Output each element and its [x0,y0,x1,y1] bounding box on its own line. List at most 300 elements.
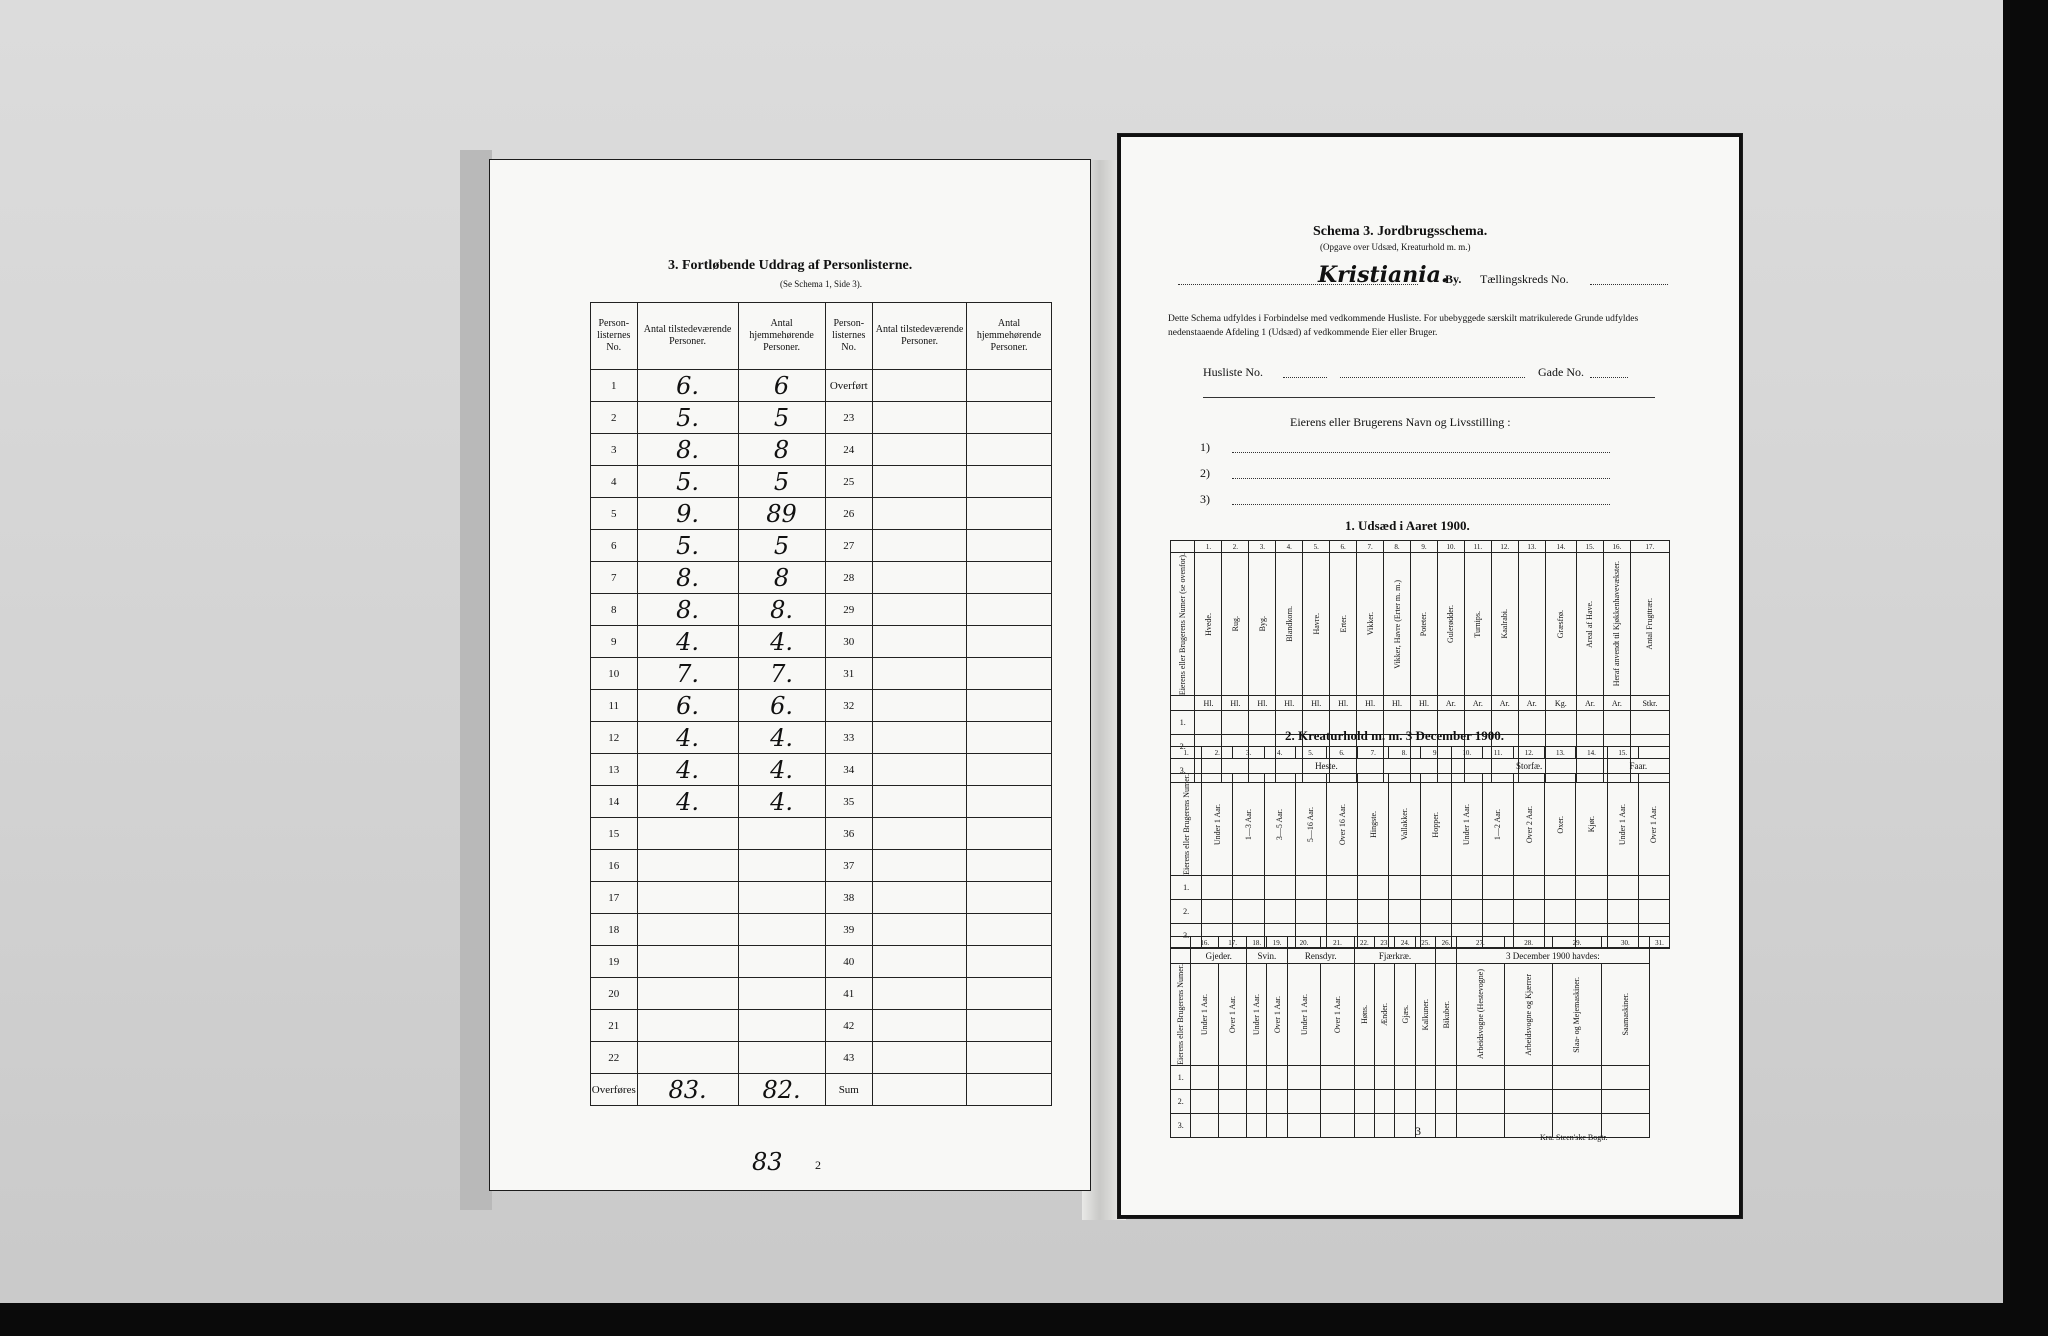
col-header [1464,553,1491,696]
col-header [1415,964,1435,1066]
col-number: 9. [1420,747,1451,759]
group-header: Svin. [1247,949,1288,964]
home-count-value: 8 [773,435,790,464]
row-number-2-value: 33 [843,731,855,744]
table-row [1171,1065,1670,1089]
left-page-number: 2 [815,1158,821,1172]
table-row [591,434,1052,466]
empty-cell [1456,1089,1504,1113]
row-number-2 [825,818,873,850]
home-count-2 [967,434,1052,466]
empty-cell [1482,875,1513,899]
col-header [1358,774,1389,876]
col-header [1638,774,1669,876]
empty-cell [1191,1089,1219,1113]
present-count-value: 9. [676,499,699,528]
row-number-2-value: 31 [843,667,855,680]
col-header [1491,553,1518,696]
present-count-2 [873,850,967,882]
present-count [637,914,738,946]
col-number [1638,747,1669,759]
col-number: 27. [1456,937,1504,949]
table-row [1171,899,1670,923]
col-number: 21. [1321,937,1354,949]
empty-cell [1518,711,1545,735]
row-number [591,1010,638,1042]
empty-cell [1601,1089,1649,1113]
empty-cell [1354,1113,1374,1137]
col-header [1437,553,1464,696]
row-number [591,658,638,690]
row-number-value: 22 [608,1051,620,1064]
empty-cell [1191,1065,1219,1089]
home-count-value: 8 [773,563,790,592]
col-header-text: Over 2 Aar. [1524,805,1534,843]
col-number: 2. [1202,747,1233,759]
col-header: Antal tilstedeværende Personer. [873,303,967,370]
col-number: 31. [1650,937,1670,949]
col-number: 18. [1247,937,1267,949]
col-number: 14. [1576,747,1607,759]
empty-cell [1545,875,1576,899]
col-header-text: Under 1 Aar. [1299,993,1309,1035]
present-count [637,658,738,690]
col-header [1375,964,1395,1066]
empty-cell [1451,875,1482,899]
row-number-value: 18 [608,923,620,936]
row-number-value: 13 [608,763,620,776]
col-header-text: Ænder. [1380,1002,1390,1026]
present-count-value: 6. [676,371,699,400]
col-header [1576,774,1607,876]
present-count-2 [873,658,967,690]
schema-subtitle: (Opgave over Udsæd, Kreaturhold m. m.) [1320,242,1471,252]
col-header [1384,553,1411,696]
row-number-2 [825,946,873,978]
col-header [1482,774,1513,876]
scan-border-bottom [0,1303,2048,1336]
address-line [1340,377,1525,378]
col-header [1456,964,1504,1066]
home-count [738,370,825,402]
owner-line-3 [1232,504,1610,505]
empty-cell [1191,1113,1219,1137]
row-number-2 [825,1074,873,1106]
home-count-value: 6. [770,691,794,720]
present-count [637,1074,738,1106]
row-number [591,626,638,658]
table-row [591,850,1052,882]
row-label: 3. [1171,759,1195,783]
row-number-2-value: 43 [843,1051,855,1064]
row-label: 3. [1171,1113,1191,1137]
table-row [591,530,1052,562]
col-header [1247,964,1267,1066]
col-header [1395,964,1415,1066]
unit-cell: Hl. [1357,696,1384,711]
col-header-text: Over 1 Aar. [1649,805,1659,843]
col-header-text: Kjør. [1587,816,1597,833]
home-count [738,466,825,498]
unit-cell: Hl. [1330,696,1357,711]
row-number-2 [825,690,873,722]
present-count [637,530,738,562]
empty-cell [1264,875,1295,899]
present-count [637,850,738,882]
page-shadow [460,150,492,1210]
row-number-2 [825,722,873,754]
empty-cell [1601,1065,1649,1089]
row-number-2-value: Sum [838,1083,859,1096]
present-count [637,434,738,466]
empty-cell [1638,875,1669,899]
empty-cell [1630,711,1669,735]
col-header [1191,964,1219,1066]
present-count [637,882,738,914]
row-number-value: Overføres [591,1083,636,1096]
present-count-2 [873,434,967,466]
row-number-value: 14 [608,795,620,808]
col-number: 12. [1491,541,1518,553]
present-count [637,1042,738,1074]
present-count-value: 8. [676,595,699,624]
col-header: Person-listernes No. [825,303,873,370]
col-number: 7. [1358,747,1389,759]
table-header-row [591,303,1052,370]
home-count [738,946,825,978]
table-row [591,1010,1052,1042]
col-header [1321,964,1354,1066]
empty-cell [1436,1089,1456,1113]
col-header [1219,964,1247,1066]
home-count-value: 82. [762,1075,801,1104]
unit-cell: Hl. [1384,696,1411,711]
empty-cell [1395,1065,1415,1089]
empty-cell [1505,1089,1553,1113]
empty-cell [1389,899,1420,923]
table-row [591,1042,1052,1074]
empty-cell [1326,899,1357,923]
col-header-text: Turnips. [1473,610,1483,638]
home-count-2 [967,498,1052,530]
present-count [637,786,738,818]
present-count-2 [873,754,967,786]
col-header [1545,553,1576,696]
row-number-2-value: 36 [843,827,855,840]
row-number [591,754,638,786]
col-header [1195,553,1222,696]
present-count [637,978,738,1010]
present-count-2 [873,594,967,626]
empty-cell [1195,711,1222,735]
col-header-text: Kaalrabi. [1500,609,1510,639]
present-count-value: 7. [676,659,699,688]
col-number: 14. [1545,541,1576,553]
row-number [591,818,638,850]
row-number-2 [825,978,873,1010]
empty-cell [1326,875,1357,899]
row-number-value: 16 [608,859,620,872]
gade-line [1590,377,1628,378]
group-header: Faar. [1607,759,1669,774]
empty-cell [1247,1065,1267,1089]
home-count-2 [967,850,1052,882]
empty-cell [1553,1065,1601,1089]
col-header [1326,774,1357,876]
home-count-2 [967,466,1052,498]
present-count-value: 5. [676,531,699,560]
table-row [591,946,1052,978]
row-number [591,402,638,434]
col-number: 15. [1607,747,1638,759]
col-header: Person-listernes No. [591,303,638,370]
present-count [637,690,738,722]
home-count [738,882,825,914]
col-header [1603,553,1630,696]
empty-cell [1247,1089,1267,1113]
present-count-2 [873,978,967,1010]
row-number-value: 4 [611,475,617,488]
empty-cell [1287,1113,1320,1137]
empty-cell [1545,711,1576,735]
col-header [1514,774,1545,876]
table-row [591,466,1052,498]
owner-line-1-label: 1) [1200,440,1210,454]
col-header [1330,553,1357,696]
col-number: 13. [1518,541,1545,553]
table-row [591,658,1052,690]
col-header: Antal hjemmehørende Personer. [738,303,825,370]
row-label: 2. [1171,1089,1191,1113]
row-number-2-value: 37 [843,859,855,872]
group-header [1436,949,1456,964]
unit-cell: Hl. [1276,696,1303,711]
col-header-text: 5—16 Aar. [1306,806,1316,842]
empty-cell [1247,1113,1267,1137]
row-number [591,978,638,1010]
row-number-value: 1 [611,379,617,392]
home-count [738,690,825,722]
unit-cell: Ar. [1437,696,1464,711]
col-header-text: Blandkorn. [1284,606,1294,642]
row-number-2-value: 39 [843,923,855,936]
unit-cell: Hl. [1195,696,1222,711]
empty-cell [1420,875,1451,899]
col-number: 6. [1330,541,1357,553]
empty-cell [1354,1089,1374,1113]
row-number-value: 7 [611,571,617,584]
row-number [591,370,638,402]
group-header: Rensdyr. [1287,949,1354,964]
unit-cell: Kg. [1545,696,1576,711]
empty-cell [1219,1089,1247,1113]
row-number [591,786,638,818]
row-number-2-value: 24 [843,443,855,456]
col-number: 17. [1630,541,1669,553]
col-number: 20. [1287,937,1320,949]
empty-cell [1321,1089,1354,1113]
empty-cell [1354,1065,1374,1089]
home-count-2 [967,530,1052,562]
col-header [1420,774,1451,876]
col-header [1171,553,1195,696]
home-count-value: 4. [770,723,794,752]
col-header-text: Arbeidsvogne (Hestevogne) [1475,969,1485,1060]
home-count-2 [967,370,1052,402]
empty-cell [1233,875,1264,899]
group-header: Heste. [1202,759,1452,774]
owner-line-2 [1232,478,1610,479]
scan-border-right [2003,0,2048,1336]
home-count-2 [967,658,1052,690]
unit-cell: Hl. [1249,696,1276,711]
home-count-value: 5 [773,531,790,560]
col-header [1233,774,1264,876]
col-header-text: Under 1 Aar. [1618,803,1628,845]
group-header: 3 December 1900 havdes: [1456,949,1649,964]
table-row [1171,1089,1670,1113]
empty-cell [1264,899,1295,923]
empty-cell [1456,1113,1504,1137]
present-count [637,402,738,434]
home-count [738,978,825,1010]
present-count-2 [873,530,967,562]
col-number: 25. [1415,937,1435,949]
col-header-text: 1—3 Aar. [1243,808,1253,840]
unit-cell [1171,696,1195,711]
col-header-text: Slaa- og Mejemaskiner. [1572,976,1582,1053]
row-number-2 [825,402,873,434]
row-number-2-value: 23 [843,411,855,424]
home-count [738,754,825,786]
col-header [1505,964,1553,1066]
present-count [637,498,738,530]
row-number [591,1074,638,1106]
present-count [637,818,738,850]
row-number-2 [825,370,873,402]
unit-cell: Stkr. [1630,696,1669,711]
present-count-value: 83. [668,1075,707,1104]
col-header [1171,774,1202,876]
col-number: 5. [1295,747,1326,759]
row-number [591,594,638,626]
home-count-value: 4. [770,787,794,816]
empty-cell [1295,899,1326,923]
row-number-2 [825,914,873,946]
home-count-2 [967,1042,1052,1074]
empty-cell [1451,899,1482,923]
row-number-value: 11 [608,699,620,712]
col-header [1303,553,1330,696]
col-header-text: Vallakker. [1399,808,1409,841]
empty-cell [1389,875,1420,899]
row-number-2-value: 25 [843,475,855,488]
col-header-text: Eierens eller Brugerens Numer (se ovenfor). [1178,553,1188,696]
row-number-value: 10 [608,667,620,680]
col-number: 10. [1451,747,1482,759]
present-count [637,754,738,786]
row-number [591,722,638,754]
home-count [738,818,825,850]
row-number-2-value: 28 [843,571,855,584]
row-number-2-value: Overført [829,379,868,392]
col-number: 8. [1389,747,1420,759]
table-row [591,626,1052,658]
row-number-2 [825,594,873,626]
col-header-text: Poteter. [1419,611,1429,637]
home-count-2 [967,562,1052,594]
row-number-2-value: 32 [843,699,855,712]
owner-heading: Eierens eller Brugerens Navn og Livsstilling : [1290,415,1511,429]
present-count-value: 8. [676,563,699,592]
present-count-2 [873,914,967,946]
col-header-text: Græsfrø. [1556,609,1566,639]
home-count-2 [967,978,1052,1010]
empty-cell [1321,1113,1354,1137]
col-header [1545,774,1576,876]
sec1-title: 1. Udsæd i Aaret 1900. [1345,518,1470,533]
table-row [591,562,1052,594]
col-header [1607,774,1638,876]
col-header-text: 3—5 Aar. [1275,808,1285,840]
col-number: 5. [1303,541,1330,553]
empty-cell [1202,899,1233,923]
home-count-value: 4. [770,627,794,656]
unit-cell: Hl. [1303,696,1330,711]
husliste-label: Husliste No. [1203,365,1263,379]
empty-cell [1267,1065,1287,1089]
empty-cell [1576,899,1607,923]
col-number: 9. [1410,541,1437,553]
col-number: 29. [1553,937,1601,949]
col-number: 28. [1505,937,1553,949]
row-number-2 [825,1042,873,1074]
row-number-value: 20 [608,987,620,1000]
col-header-text: Eierens eller Brugerens Numer. [1181,774,1191,875]
schema-instructions: Dette Schema udfyldes i Forbindelse med vedkommende Husliste. For ubebyggede særskilt matrikulerede Grunde udfyldes nedenstaaende Afdeling 1 (Udsæd) af vedkommende Eier eller Bruger. [1168,314,1639,338]
present-count-value: 5. [676,467,699,496]
table-row [591,786,1052,818]
home-count-2 [967,946,1052,978]
left-section-subtitle: (Se Schema 1, Side 3). [780,279,862,289]
col-header [1436,964,1456,1066]
home-count-2 [967,594,1052,626]
empty-cell [1267,1089,1287,1113]
empty-cell [1514,899,1545,923]
row-number-value: 6 [611,539,617,552]
col-header-text: Areal af Have. [1585,600,1595,648]
home-count-2 [967,402,1052,434]
table-row [591,754,1052,786]
table-row [591,818,1052,850]
empty-cell [1415,1065,1435,1089]
row-number-2 [825,466,873,498]
col-header [1267,964,1287,1066]
row-number [591,466,638,498]
col-number: 10. [1437,541,1464,553]
present-count-value: 4. [676,755,699,784]
col-header-text: Hopper. [1431,811,1441,838]
empty-cell [1233,899,1264,923]
present-count-2 [873,498,967,530]
separator-line [1203,397,1655,398]
col-header [1576,553,1603,696]
col-number: 2. [1222,541,1249,553]
unit-cell: Ar. [1518,696,1545,711]
unit-cell: Ar. [1576,696,1603,711]
person-summary-table [590,302,1052,1106]
group-header [1171,949,1191,964]
